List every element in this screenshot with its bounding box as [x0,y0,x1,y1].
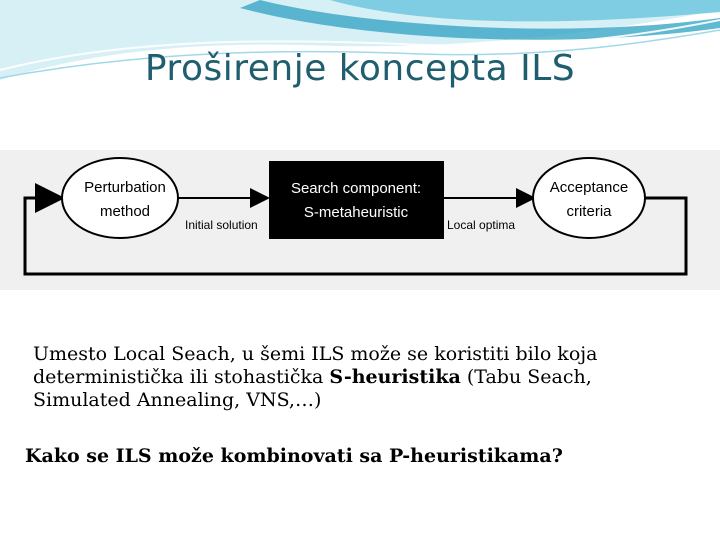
perturbation-node [62,158,178,238]
search-component-node [269,161,444,239]
perturbation-label-line2: method [99,203,151,220]
description-text-part1: Umesto Local Seach, u šemi ILS može se koristiti bilo koja deterministička ili stohastička [33,343,598,388]
initial-solution-label: Initial solution [185,218,258,232]
slide-title: Proširenje koncepta ILS [144,48,576,89]
perturbation-label-line1: Perturbation [84,179,166,196]
description-highlight: S-heuristika [329,366,461,388]
acceptance-label-line2: criteria [566,203,612,220]
acceptance-label-line1: Acceptance [549,179,629,196]
description-paragraph [25,343,695,412]
ils-diagram [0,150,720,290]
local-optima-label: Local optima [447,218,516,232]
search-component-label-line1: Search component: [290,180,422,197]
acceptance-node [533,158,645,238]
question-text: Kako se ILS može kombinovati sa P-heuristikama? [25,445,563,467]
search-component-label-line2: S-metaheuristic [303,204,409,221]
slide-body [25,343,695,468]
description-text-part2: (Tabu Seach, Simulated Annealing, VNS,…) [33,366,592,411]
